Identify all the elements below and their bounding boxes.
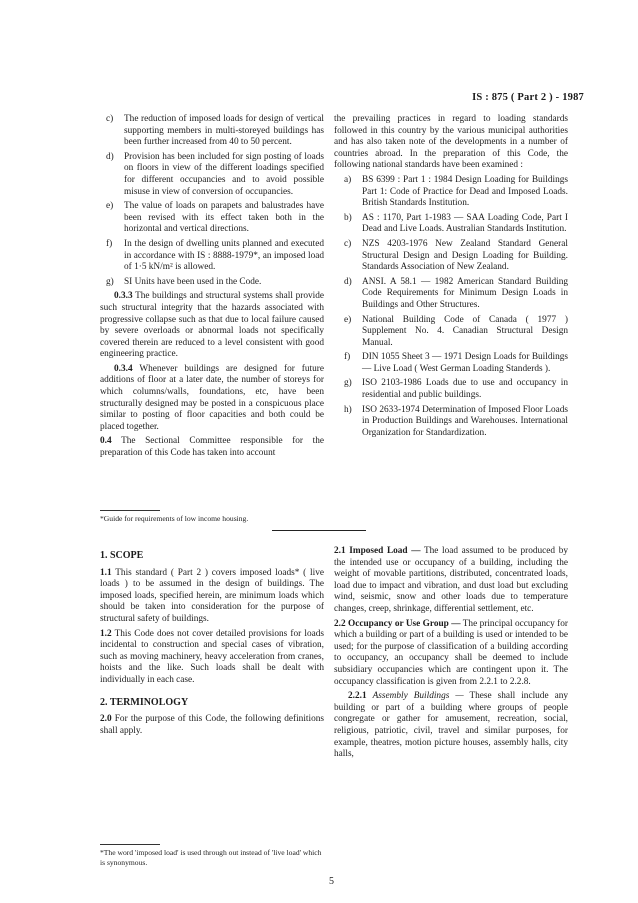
list-item: f) In the design of dwelling units planned and executed in accordance with IS : 8888-1979*, an imposed load of 1·5 kN/m² is allowed.: [106, 238, 324, 273]
list-item: e) The value of loads on parapets and balustrades have been revised with its effect taken both in the horizontal and vertical directions.: [106, 201, 324, 235]
paragraph-1-1: 1.1 This standard ( Part 2 ) covers imposed loads* ( live loads ) to be assumed in the design of buildings. The imposed loads, specified herein, are minimum loads which should be taken into consideration for the purpose of structural safety of buildings.: [100, 567, 324, 624]
list-item: a) BS 6399 : Part 1 : 1984 Design Loading for Buildings Part 1: Code of Practice for Dead and Imposed Loads. British Standards Institution.: [344, 174, 568, 209]
list-item: d) Provision has been included for sign posting of loads on floors in view of the different loadings specified for different occupancies and to avoid possible misuse in view of conversion of occupancies.: [106, 151, 324, 197]
footnote-bottom: [100, 838, 324, 867]
page-header: IS : 875 ( Part 2 ) - 1987: [472, 92, 584, 103]
list-item: h) ISO 2633-1974 Determination of Imposed Floor Loads in Production Buildings and Warehouses. International Organization for Standardization.: [344, 404, 568, 438]
right-column-bottom: [334, 546, 568, 764]
scope-heading: 1. SCOPE: [100, 550, 144, 561]
list-item: g) SI Units have been used in the Code.: [106, 276, 262, 287]
definition-2-2-1: 2.2.1 Assembly Buildings — These shall include any building or part of a building where groups of people congregate or gather for amusement, recreation, social, religious, patriotic, civil, travel and similar purposes, for example, theatres, motion picture houses, assembly halls, city halls,: [334, 691, 569, 760]
paragraph-0-3-3: 0.3.3 The buildings and structural systems shall provide such structural integrity that the hazards associated with progressive collapse such as that due to local failure caused by severe overloads or abnormal loads not specifically covered therein are reduced to a level consistent with good engineering practice.: [100, 291, 324, 360]
left-column-top: [100, 114, 324, 463]
paragraph-0-3-4: 0.3.4 Whenever buildings are designed for future additions of floor at a later date, the number of storeys for which columns/walls, foundations, etc, have been structurally designed may be posted in a conspicuous place similar to posting of floor capacities and both could be placed together.: [100, 363, 324, 432]
footnote-top: [100, 504, 324, 524]
list-item: e) National Building Code of Canada ( 1977 ) Supplement No. 4. Canadian Structural Design Manual.: [344, 314, 568, 348]
list-item: b) AS : 1170, Part 1-1983 — SAA Loading Code, Part I Dead and Live Loads. Australian Standards Institution.: [344, 212, 568, 235]
definition-2-1: 2.1 Imposed Load — The load assumed to be produced by the intended use or occupancy of a building, including the weight of movable partitions, distributed, concentrated loads, load due to impact and vibration, and dust load but excluding wind, seismic, snow and other loads due to temperature changes, creep, shrinkage, differential settlement, etc.: [334, 546, 568, 614]
footnote-rule: [100, 844, 160, 845]
paragraph-0-4: 0.4 The Sectional Committee responsible for the preparation of this Code has taken into account: [100, 436, 324, 459]
section-separator: [272, 530, 366, 531]
paragraph-continuation: the prevailing practices in regard to loading standards followed in this country by the various municipal authorities and has also taken note of the developments in a number of countries abroad. In the preparation of this Code, the following national standards have been examined :: [334, 114, 568, 171]
footnote-text: *The word 'imposed load' is used through out instead of 'live load' which is synonymous.: [100, 848, 322, 867]
list-item: g) ISO 2103-1986 Loads due to use and occupancy in residential and public buildings.: [344, 378, 568, 401]
paragraph-2-0: 2.0 For the purpose of this Code, the following definitions shall apply.: [100, 714, 324, 736]
footnote-text: *Guide for requirements of low income housing.: [100, 514, 249, 523]
list-item: c) NZS 4203-1976 New Zealand Standard General Structural Design and Design Loading for Building. Standards Association of New Zealand.: [344, 238, 568, 273]
list-item: c) The reduction of imposed loads for design of vertical supporting members in multi-storeyed buildings has been further increased from 40 to 50 percent.: [106, 114, 324, 148]
definition-2-2: 2.2 Occupancy or Use Group — The principal occupancy for which a building or part of a building is used or intended to be used; for the purpose of classification of a building according to occupancy, an occupancy shall be deemed to include subsidiary occupancies which are contingent upon it. The occupancy classification is given from 2.2.1 to 2.2.8.: [334, 618, 568, 687]
right-column-top: [334, 114, 568, 442]
paragraph-1-2: 1.2 This Code does not cover detailed provisions for loads incidental to construction and special cases of vibration, such as moving machinery, heavy acceleration from cranes, hoists and the like. Such loads shall be dealt with individually in each case.: [100, 628, 324, 685]
list-item: f) DIN 1055 Sheet 3 — 1971 Design Loads for Buildings — Live Load ( West German Loading Standerds ).: [344, 352, 568, 374]
page-number: 5: [329, 876, 334, 887]
footnote-rule: [100, 510, 160, 511]
terminology-heading: 2. TERMINOLOGY: [100, 696, 189, 708]
list-item: d) ANSI. A 58.1 — 1982 American Standard Building Code Requirements for Minimum Design Loads in Buildings and Other Structures.: [344, 276, 568, 310]
left-column-bottom: [100, 550, 324, 740]
